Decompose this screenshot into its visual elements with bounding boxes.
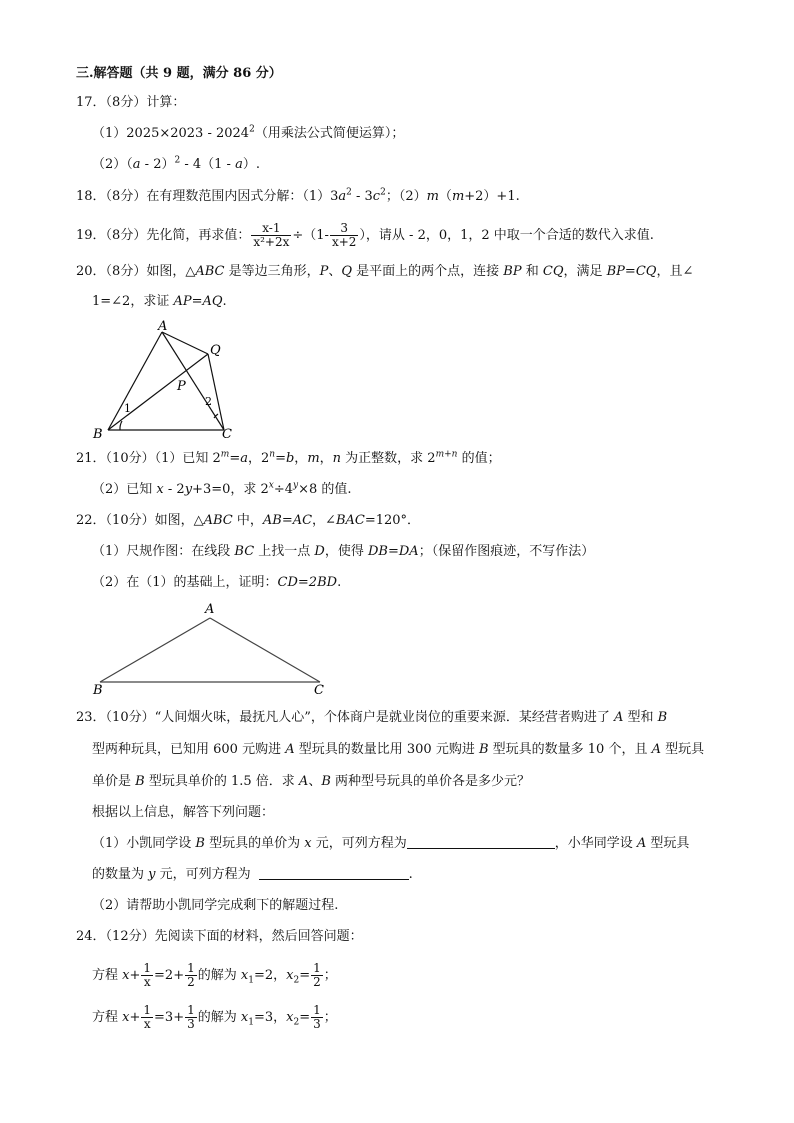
numerator: x-1 [251,222,291,236]
denominator: 3 [313,1017,321,1031]
var: A [614,710,624,725]
label-b: B [93,683,103,698]
q22-heading [76,511,420,531]
fraction [141,962,153,989]
var: AP=AQ [173,294,223,309]
var: a [240,451,248,466]
q23-line4: 根据以上信息，解答下列问题： [92,805,275,820]
section-title: 三.解答题（共 9 题，满分 86 分） [76,66,282,81]
text: +2）+1. [464,189,520,204]
q22-part1 [92,542,594,562]
text: ； [323,968,337,983]
text: （2）（ [92,157,133,172]
var: BP=CQ [606,264,657,279]
var: b [285,451,295,466]
subscript: 1 [248,1017,254,1028]
q20-triangle-figure [86,318,236,444]
text: 型玩具的单价为 [204,836,305,851]
text: ，∠ [312,513,336,528]
text: ， [294,451,308,466]
text: = [299,968,311,983]
text: 型玩具的数量比用 300 元购进 [294,742,479,757]
var: m [426,189,439,204]
denominator: 2 [313,975,321,989]
numerator: 1 [313,1003,321,1017]
var: A [285,742,295,757]
var: CD=2BD [277,575,338,590]
text: 的数量为 [92,867,149,882]
var: x [240,968,249,983]
text: = [275,451,286,466]
text: ÷4 [273,482,294,497]
text: 是等边三角形， [224,264,320,279]
numerator: 1 [187,1003,195,1017]
var: B [657,710,668,725]
text: 、 [308,774,322,789]
var: ABC [203,513,233,528]
exponent: m+n [435,449,458,460]
text: - 4（1 - [180,157,236,172]
q20-line2 [92,292,227,312]
text: 型玩具 [660,742,705,757]
q23-line1 [76,708,667,728]
text: 两种型号玩具的单价各是多少元？ [330,774,531,789]
label-c: C [222,427,232,442]
label-c: C [314,683,324,698]
label-a: A [205,602,215,617]
q20-line1 [76,262,693,282]
text: 中， [232,513,263,528]
text: - 3 [351,189,373,204]
q23-line2 [92,740,704,760]
fraction [185,1004,197,1031]
q23-line3 [92,772,530,792]
text: =120°． [364,513,421,528]
text: 型和 [623,710,658,725]
q21-part1 [76,449,501,469]
text: ，小华同学设 [554,836,637,851]
q23-line7: （2）请帮助小凯同学完成剩下的解题过程. [92,898,339,913]
text: =2+ [154,968,185,983]
denominator: x+2 [331,235,357,249]
exponent: m [220,449,230,460]
text: 型玩具的数量多 10 个，且 [488,742,652,757]
var: a [338,189,347,204]
numerator: 1 [187,961,195,975]
q24-heading: 24．（12分）先阅读下面的材料，然后回答问题： [76,929,363,944]
q18 [76,187,520,207]
var: m [307,451,320,466]
text: ， [319,451,333,466]
denominator: x [143,975,151,989]
text: （1）尺规作图：在线段 [92,544,235,559]
text: + [129,1010,141,1025]
text: + [129,968,141,983]
text: . [337,575,342,590]
denominator: x²+2x [253,235,290,249]
var: y [148,867,156,882]
label-angle-1: 1 [124,402,131,415]
exponent: 2 [249,124,255,135]
subscript: 2 [293,1017,300,1028]
var: B [321,774,331,789]
var: n [332,451,342,466]
q22-part2 [92,573,341,593]
text: 元，可列方程为 [155,867,251,882]
q24-example1 [92,962,337,989]
text: （ [438,189,452,204]
text: =3， [253,1010,287,1025]
var: x [156,482,164,497]
q17-part2 [92,155,260,175]
q22-triangle-figure [88,600,338,698]
text: ，满足 [563,264,607,279]
var: A [298,774,309,789]
fraction [185,962,197,989]
var: B [478,742,489,757]
text: 22．（10分）如图，△ [76,513,204,528]
text: 21．（10分）（1）已知 2 [76,451,221,466]
text: ；（保留作图痕迹，不写作法） [418,544,595,559]
text: . [408,867,413,882]
var: P [319,264,329,279]
fraction [251,222,291,249]
var: x [122,1010,130,1025]
text: （用乘法公式简便运算）； [254,126,405,141]
text: （1）2025×2023 - 2024 [92,126,250,141]
text: 单价是 [92,774,136,789]
denominator: 2 [187,975,195,989]
var: x [304,836,312,851]
fraction [311,1004,323,1031]
numerator: 1 [143,1003,152,1017]
text: ÷（1- [292,228,329,243]
text: ×8 的值. [298,482,352,497]
text: 、 [328,264,342,279]
text: ，2 [247,451,270,466]
q19 [76,222,654,249]
var: a [235,157,243,172]
var: A [651,742,661,757]
var: BAC [335,513,365,528]
text: 19．（8分）先化简，再求值： [76,228,251,243]
text: ； [323,1010,337,1025]
var: B [195,836,205,851]
text: （2）已知 [92,482,157,497]
var: x [286,968,294,983]
text: 型玩具 [646,836,690,851]
var: x [286,1010,294,1025]
subscript: 2 [293,975,300,986]
label-p: P [177,379,186,394]
label-b: B [93,427,103,442]
var: BP [503,264,522,279]
var: A [636,836,647,851]
text: 方程 [92,968,123,983]
text: ，使得 [324,544,368,559]
text: 1=∠2，求证 [92,294,174,309]
numerator: 3 [330,222,358,236]
var: Q [341,264,353,279]
fraction [311,962,323,989]
text: 18．（8分）在有理数范围内因式分解：（1）3 [76,189,339,204]
text: - 2 [163,482,185,497]
denominator: 3 [187,1017,195,1031]
text: . [222,294,227,309]
var: a [132,157,141,172]
answer-blank[interactable] [407,834,555,849]
subscript: 1 [248,975,254,986]
text: ），请从 - 2，0，1，2 中取一个合适的数代入求值. [359,228,654,243]
var: AB=AC [262,513,313,528]
text: 型玩具单价的 1.5 倍．求 [144,774,299,789]
fraction [141,1004,153,1031]
text: 型两种玩具，已知用 600 元购进 [92,742,286,757]
var: c [372,189,381,204]
text: ）. [242,157,260,172]
label-a: A [158,319,168,334]
var: D [314,544,325,559]
text: 20．（8分）如图，△ [76,264,196,279]
var: m [451,189,465,204]
exponent: x [268,480,274,491]
text: 方程 [92,1010,123,1025]
var: y [184,482,193,497]
var: DB=DA [368,544,419,559]
text: =2， [253,968,287,983]
var: x [122,968,130,983]
q21-part2 [92,480,352,500]
q23-line6 [92,865,413,885]
text: 上找一点 [254,544,315,559]
exponent: y [293,480,299,491]
denominator: x [143,1017,151,1031]
text: 为正整数，求 2 [341,451,436,466]
numerator: 1 [143,961,152,975]
text: = [229,451,241,466]
text: ，且∠ [656,264,694,279]
q24-example2 [92,1004,337,1031]
text: =3+ [154,1010,185,1025]
var: B [135,774,145,789]
text: 是平面上的两个点，连接 [352,264,504,279]
text: = [299,1010,311,1025]
text: ；（2） [385,189,427,204]
text: 的解为 [197,1010,241,1025]
numerator: 1 [313,961,321,975]
fraction [330,222,358,249]
var: ABC [195,264,225,279]
text: 元，可列方程为 [311,836,407,851]
q17-part1 [92,124,404,144]
text: - 2） [140,157,175,172]
text: 23．（10分）“人间烟火味，最抚凡人心”，个体商户是就业岗位的重要来源．某经营者购进了 [76,710,615,725]
exponent: 2 [174,155,181,166]
exponent: 2 [380,187,386,198]
text: +3=0，求 2 [192,482,269,497]
var: CQ [542,264,564,279]
var: BC [234,544,255,559]
var: x [240,1010,249,1025]
q17-heading: 17．（8分）计算： [76,95,186,110]
text: （2）在（1）的基础上，证明： [92,575,278,590]
q23-line5 [92,834,689,854]
text: （1）小凯同学设 [92,836,196,851]
text: 的值； [457,451,501,466]
text: 和 [521,264,543,279]
label-angle-2: 2 [205,395,212,408]
label-q: Q [210,343,221,358]
exponent: 2 [346,187,352,198]
answer-blank[interactable] [259,865,409,880]
exponent: n [269,449,276,460]
text: 的解为 [197,968,241,983]
